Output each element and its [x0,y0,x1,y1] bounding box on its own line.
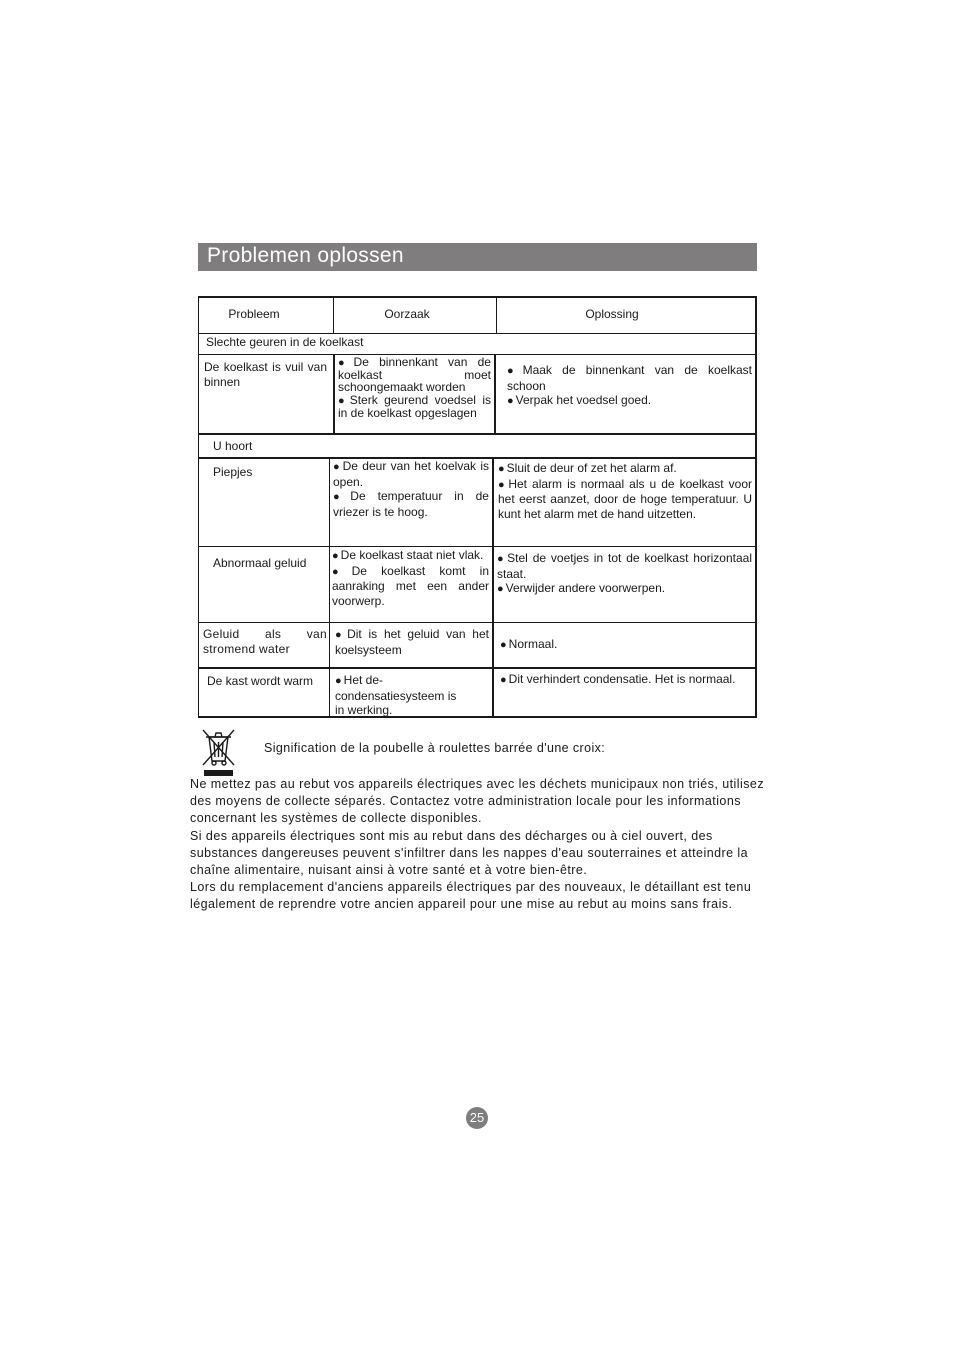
row3-solution [497,551,752,597]
row2-cause [333,459,489,519]
table-rule [198,433,757,435]
table-border-left [198,296,199,718]
weee-paragraph-2: Si des appareils électriques sont mis au rebut dans des décharges ou à ciel ouvert, des substances dangereuses peuvent s'infiltrer dans les nappes d'eau souterraines et atteindre la chaîne alimentaire, nuisant ainsi à votre santé et à votre bien-être. [190,828,749,878]
row3-solution-2: ● Verwijder andere voorwerpen. [497,581,752,597]
table-rule [492,458,494,718]
row3-cause-1: ● De koelkast staat niet vlak. [332,548,489,564]
section-heading-sounds: U hoort [213,439,253,453]
row2-cause-2: ● De temperatuur in de vriezer is te hoog. [333,489,489,519]
row3-cause-2: ● De koelkast komt in aanraking met een ander voorwerp. [332,564,489,609]
row1-cause-1: ● De binnenkant van de koelkast moet schoongemaakt worden [338,356,491,394]
section-heading-odors: Slechte geuren in de koelkast [206,335,364,349]
table-rule [494,354,496,434]
row1-cause-2: ● Sterk geurend voedsel is in de koelkast opgeslagen [338,394,491,419]
row2-problem: Piepjes [213,465,253,479]
crossed-out-wheelie-bin-icon [200,728,237,778]
row3-solution-1: ● Stel de voetjes in tot de koelkast horizontaal staat. [497,551,752,581]
row4-cause [335,627,489,657]
table-rule [198,622,757,623]
weee-paragraph-1: Ne mettez pas au rebut vos appareils électriques avec les déchets municipaux non triés, utilisez des moyens de collecte séparés. Contactez votre administration locale pour les informations concernant les systèmes de collecte disponibles. [190,777,765,826]
table-border-top [198,296,757,298]
row2-solution-2: ● Het alarm is normaal als u de koelkast voor het eerst aanzet, door de hoge temperatuur. U kunt het alarm met de hand uitzetten. [498,477,752,522]
page-number: 25 [466,1107,488,1129]
row4-solution-1: ● Normaal. [500,637,750,653]
table-rule [198,333,757,334]
table-rule [198,667,757,669]
header-cause: Oorzaak [384,307,430,321]
section-title-bar [198,243,757,271]
row4-cause-1: ● Dit is het geluid van het koelsysteem [335,627,489,657]
row3-cause [332,548,489,608]
weee-caption: Signification de la poubelle à roulettes barrée d'une croix: [264,741,606,755]
table-border-bottom [198,716,757,718]
row1-solution-1: ● Maak de binnenkant van de koelkast schoon [507,363,752,393]
table-rule [333,354,335,434]
header-solution: Oplossing [585,307,639,321]
row1-solution [507,363,752,409]
row5-cause [335,673,469,718]
weee-disposal-text [190,776,780,914]
table-rule [198,546,757,547]
header-problem: Probleem [228,307,280,321]
row4-problem: Geluid als van stromend water [203,627,327,656]
row5-solution-1: ● Dit verhindert condensatie. Het is normaal. [500,672,750,688]
row5-cause-1: ● Het de-condensatiesysteem is in werking. [335,673,469,718]
row1-problem: De koelkast is vuil van binnen [204,360,327,389]
row5-solution [500,672,750,688]
row1-solution-2: ● Verpak het voedsel goed. [507,393,752,409]
row2-solution-1: ● Sluit de deur of zet het alarm af. [498,461,752,477]
table-rule [329,458,330,718]
row1-cause [338,356,491,419]
page-title: Problemen oplossen [207,244,404,267]
row5-problem: De kast wordt warm [207,674,314,688]
row4-solution [500,637,750,653]
row2-cause-1: ● De deur van het koelvak is open. [333,459,489,489]
weee-paragraph-3: Lors du remplacement d'anciens appareils électriques par des nouveaux, le détaillant est tenu légalement de reprendre votre ancien appareil pour une mise au rebut au moins sans frais. [190,880,752,912]
row3-problem: Abnormaal geluid [213,556,307,570]
troubleshooting-table [198,296,757,718]
row2-solution [498,461,752,521]
table-border-right [755,296,757,718]
